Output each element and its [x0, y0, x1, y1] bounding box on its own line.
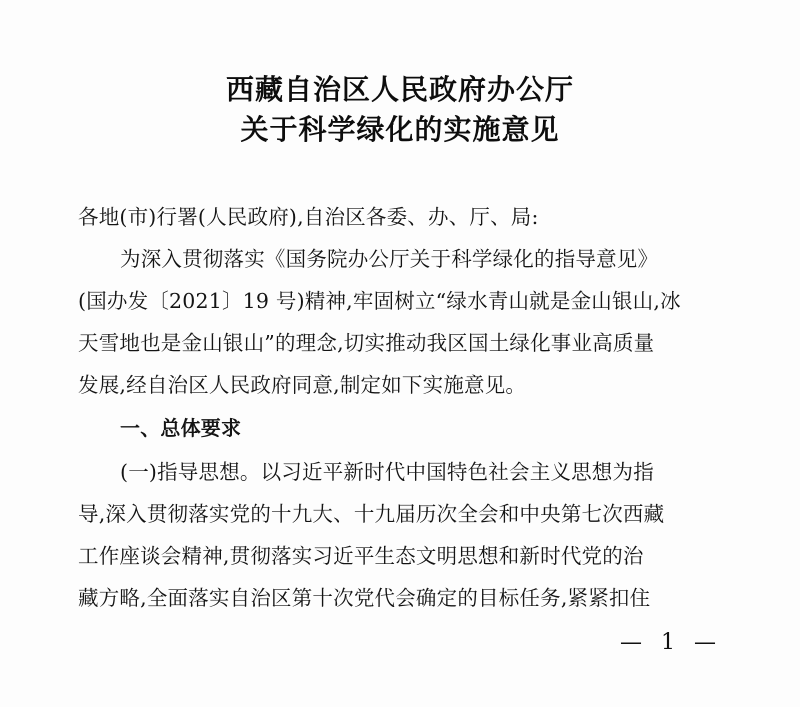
body-paragraph-line: 为深入贯彻落实《国务院办公厅关于科学绿化的指导意见》: [120, 247, 659, 271]
body-paragraph-line: (国办发〔2021〕19 号)精神,牢固树立“绿水青山就是金山银山,冰: [78, 289, 681, 313]
body-paragraph-line: 天雪地也是金山银山”的理念,切实推动我区国土绿化事业高质量: [78, 331, 655, 355]
section-paragraph-line: (一)指导思想。以习近平新时代中国特色社会主义思想为指: [120, 460, 654, 484]
section-paragraph-line: 导,深入贯彻落实党的十九大、十九届历次全会和中央第七次西藏: [78, 502, 665, 526]
body-paragraph-line: 发展,经自治区人民政府同意,制定如下实施意见。: [78, 373, 527, 397]
document-title-line-1: 西藏自治区人民政府办公厅: [225, 73, 574, 106]
addressee-line: 各地(市)行署(人民政府),自治区各委、办、厅、局:: [78, 205, 539, 229]
document-title-line-2: 关于科学绿化的实施意见: [240, 113, 560, 146]
page-number: — 1 —: [620, 630, 722, 655]
section-paragraph-line: 藏方略,全面落实自治区第十次党代会确定的目标任务,紧紧扣住: [78, 586, 651, 610]
section-heading: 一、总体要求: [120, 416, 242, 440]
section-paragraph-line: 工作座谈会精神,贯彻落实习近平生态文明思想和新时代党的治: [78, 544, 644, 568]
